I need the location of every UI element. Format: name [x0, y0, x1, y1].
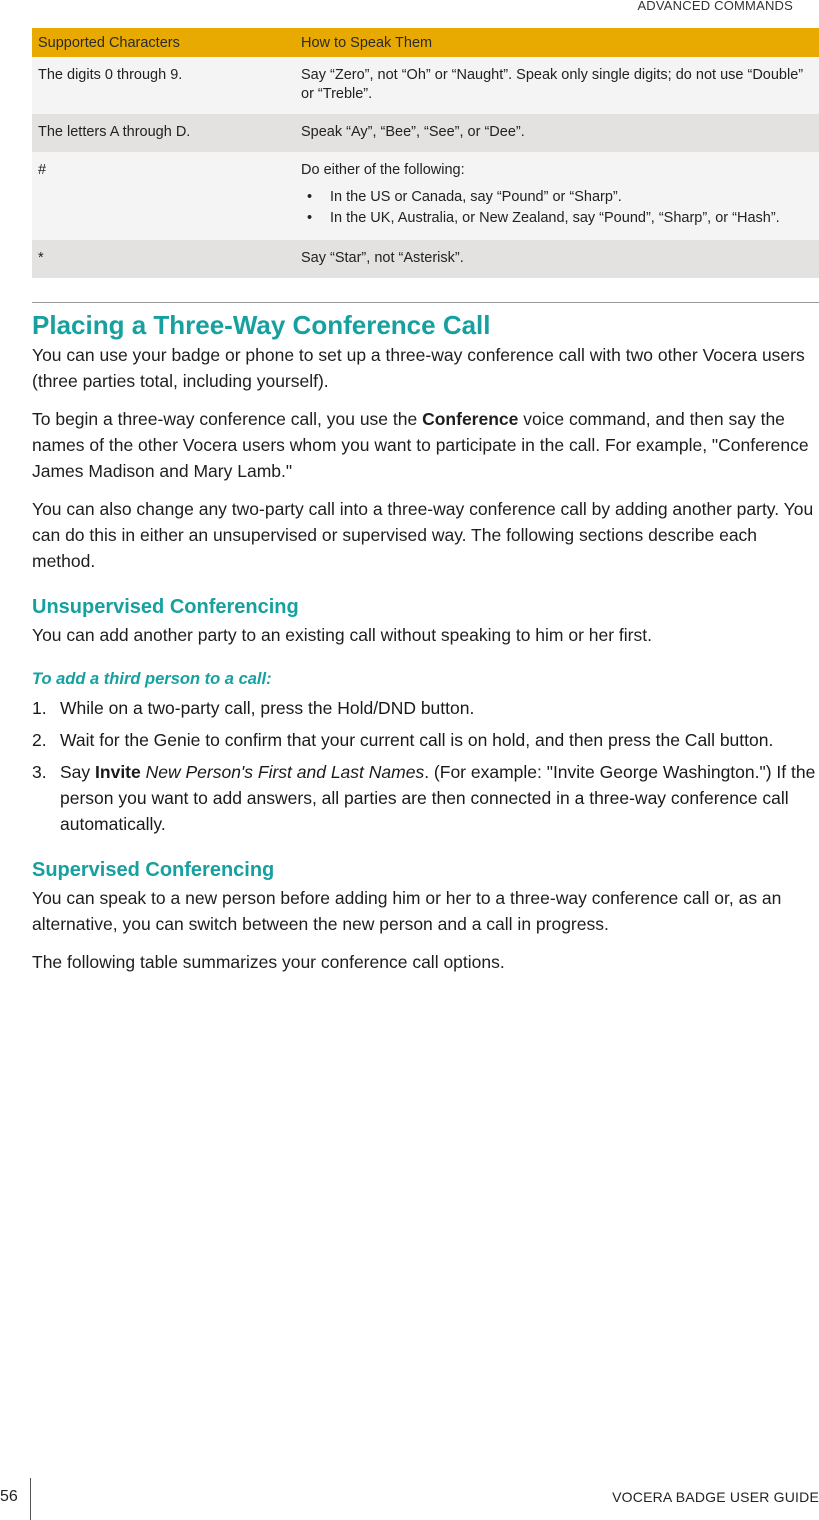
footer-divider: [30, 1478, 31, 1520]
subsection-title-supervised: Supervised Conferencing: [32, 859, 275, 881]
table-cell-character: *: [32, 240, 295, 278]
table-header-row: [32, 28, 819, 57]
paragraph: You can also change any two-party call into a three-way conference call by adding another party. You can do this in either an unsupervised or supervised way. The following sections describe each method.: [32, 499, 814, 571]
paragraph: You can add another party to an existing call without speaking to him or her first.: [32, 625, 652, 645]
step-text: Wait for the Genie to confirm that your current call is on hold, and then press the Call button.: [60, 730, 774, 750]
table-cell-how: Say “Star”, not “Asterisk”.: [295, 240, 819, 278]
main-content: [32, 308, 819, 987]
table-cell-how: [295, 152, 819, 240]
table-row: [32, 57, 819, 114]
page-number: 56: [0, 1488, 18, 1505]
table-cell-how: Speak “Ay”, “Bee”, “See”, or “Dee”.: [295, 114, 819, 152]
step-item: [32, 695, 819, 721]
paragraph: You can speak to a new person before adding him or her to a three-way conference call or, as an alternative, you can switch between the new person and a call in progress.: [32, 888, 782, 934]
paragraph: You can use your badge or phone to set up a three-way conference call with two other Vocera users (three parties total, including yourself).: [32, 345, 805, 391]
table-cell-how-text: Do either of the following:: [301, 162, 465, 178]
table-row: [32, 240, 819, 278]
table-cell-character: #: [32, 152, 295, 240]
command-argument: New Person's First and Last Names: [140, 762, 425, 782]
procedure-title: To add a third person to a call:: [32, 670, 272, 688]
command-name: Invite: [95, 762, 141, 782]
step-text-rest: . (For example: "Invite George Washington.") If the person you want to add answers, all parties are then connected in a three-way conference call automatically.: [60, 762, 816, 834]
character-table: [32, 28, 819, 278]
section-divider: [32, 302, 819, 303]
section-title: Placing a Three-Way Conference Call: [32, 310, 491, 340]
table-cell-character: The digits 0 through 9.: [32, 57, 295, 114]
step-text-say: Say: [60, 762, 96, 782]
step-item: [32, 759, 819, 837]
text-run: voice command, and then say the names of the other Vocera users whom you want to participate in the call. For example, "Conference James Madison and Mary Lamb.": [32, 409, 809, 481]
table-cell-character: The letters A through D.: [32, 114, 295, 152]
bullet-list: [301, 188, 813, 228]
step-text: While on a two-party call, press the Hold/DND button.: [60, 698, 475, 718]
column-header-characters: Supported Characters: [32, 28, 295, 57]
command-name: Conference: [422, 409, 519, 429]
table-row: [32, 152, 819, 240]
paragraph: [32, 406, 819, 484]
text-run: To begin a three-way conference call, you use the: [32, 409, 423, 429]
guide-title: VOCERA BADGE USER GUIDE: [612, 1489, 819, 1505]
step-number: 2.: [32, 730, 47, 750]
subsection-title-unsupervised: Unsupervised Conferencing: [32, 596, 299, 618]
table-cell-how: Say “Zero”, not “Oh” or “Naught”. Speak only single digits; do not use “Double” or “Treble”.: [295, 57, 819, 114]
step-item: [32, 727, 819, 753]
table-row: [32, 114, 819, 152]
step-list: [32, 695, 819, 837]
step-number: 1.: [32, 698, 47, 718]
paragraph: The following table summarizes your conference call options.: [32, 952, 505, 972]
running-head: ADVANCED COMMANDS: [637, 0, 793, 13]
bullet-item: • In the US or Canada, say “Pound” or “Sharp”.: [301, 188, 813, 207]
step-number: 3.: [32, 762, 47, 782]
bullet-item: • In the UK, Australia, or New Zealand, say “Pound”, “Sharp”, or “Hash”.: [301, 209, 813, 228]
column-header-how-to-speak: How to Speak Them: [295, 28, 819, 57]
